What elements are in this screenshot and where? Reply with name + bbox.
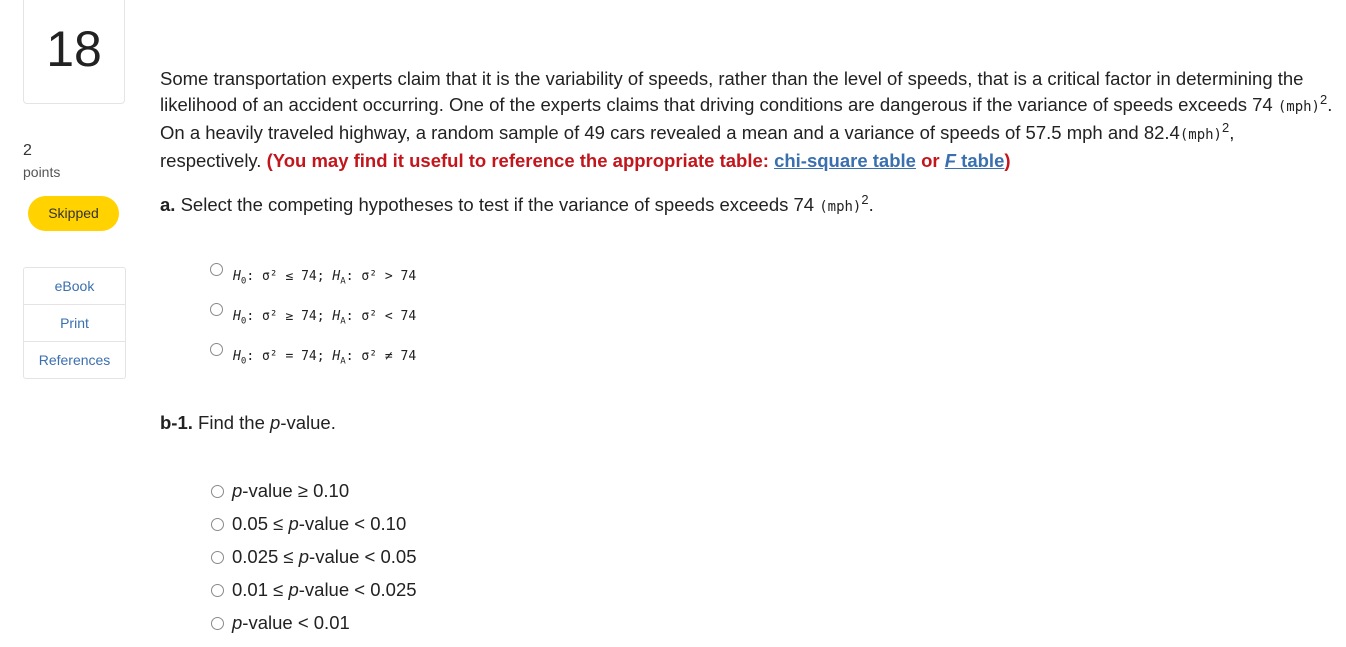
p-value-option-1[interactable] [211, 479, 349, 503]
p-value-option-text: 0.01 ≤ p-value < 0.025 [232, 579, 417, 600]
p-value-option-text: p-value ≥ 0.10 [232, 480, 350, 501]
chi-square-table-link[interactable]: chi-square table [774, 150, 916, 171]
radio-button[interactable] [211, 551, 224, 564]
reference-note-or: or [915, 150, 945, 171]
part-a-end: . [868, 194, 874, 215]
ebook-link[interactable]: eBook [54, 278, 95, 294]
radio-button[interactable] [211, 518, 224, 531]
ha-expression: σ² > 74 [361, 269, 417, 284]
hypothesis-text: $H_0$: σ² ≤ 74; $H_A$: σ² > 74 [233, 269, 417, 287]
hypothesis-option-1[interactable] [210, 263, 416, 289]
prompt-text-2: . On a heavily traveled highway, a random sample of 49 cars revealed a mean and a variance of speeds of 57.5 mph and 82.4 [160, 94, 1333, 143]
prompt-text-3: , respectively. [160, 122, 1235, 171]
prompt-exp-1: 2 [1320, 91, 1328, 107]
part-b1-prompt [160, 412, 336, 434]
hypothesis-text: $H_0$: σ² = 74; $H_A$: σ² ≠ 74 [233, 349, 417, 367]
part-b1-text-before: Find the [192, 412, 271, 433]
p-value-option-3[interactable] [211, 545, 417, 569]
reference-note-open: (You may find it useful to reference the appropriate table: [266, 150, 775, 171]
part-b1-text-italic: p [270, 412, 281, 433]
prompt-unit-1: (mph) [1277, 99, 1320, 115]
prompt-exp-2: 2 [1222, 119, 1230, 135]
hypothesis-option-2[interactable] [210, 303, 416, 329]
p-value-option-text: 0.025 ≤ p-value < 0.05 [232, 546, 417, 567]
part-b1-text-after: -value. [280, 412, 336, 433]
f-table-link-rest: table [956, 150, 1005, 171]
question-number: 18 [46, 21, 102, 77]
hypothesis-option-3[interactable] [210, 343, 416, 369]
part-a-text: Select the competing hypotheses to test if the variance of speeds exceeds 74 [175, 194, 820, 215]
radio-button[interactable] [211, 584, 224, 597]
ha-expression: σ² < 74 [361, 309, 417, 324]
question-number-card [23, 0, 125, 104]
hypothesis-text: $H_0$: σ² ≥ 74; $H_A$: σ² < 74 [233, 309, 417, 327]
reference-note [267, 150, 1011, 171]
reference-note-close: ) [1004, 150, 1011, 171]
status-badge: Skipped [28, 196, 119, 231]
points-value: 2 [23, 142, 32, 159]
f-table-link-italic: F [944, 150, 957, 171]
question-prompt [160, 66, 1340, 174]
part-a-exp: 2 [861, 191, 869, 207]
h0-expression: σ² ≤ 74; [261, 269, 325, 284]
h0-expression: σ² ≥ 74; [261, 309, 325, 324]
points-label: points [23, 164, 61, 180]
part-a-label: a. [160, 194, 176, 215]
part-a-unit: (mph) [819, 199, 862, 215]
p-value-option-text: 0.05 ≤ p-value < 0.10 [232, 513, 407, 534]
radio-button[interactable] [211, 617, 224, 630]
prompt-unit-2: (mph) [1179, 127, 1222, 143]
tools-panel [23, 267, 126, 379]
print-link[interactable]: Print [24, 304, 125, 341]
p-value-option-5[interactable] [211, 611, 350, 635]
p-value-option-2[interactable] [211, 512, 406, 536]
radio-button[interactable] [210, 303, 223, 316]
p-value-option-4[interactable] [211, 578, 417, 602]
part-b1-label: b-1. [160, 412, 193, 433]
p-value-option-text: p-value < 0.01 [232, 612, 350, 633]
part-a-prompt [160, 191, 874, 216]
f-table-link[interactable] [945, 150, 1005, 171]
radio-button[interactable] [211, 485, 224, 498]
h0-expression: σ² = 74; [261, 349, 325, 364]
references-link[interactable]: References [24, 341, 125, 378]
prompt-text-1: Some transportation experts claim that it is the variability of speeds, rather than the level of speeds, that is a critical factor in determining the likelihood of an accident occurring. One of the experts claims that driving conditions are dangerous if the variance of speeds exceeds 74 [160, 68, 1304, 115]
ha-expression: σ² ≠ 74 [361, 349, 417, 364]
radio-button[interactable] [210, 263, 223, 276]
radio-button[interactable] [210, 343, 223, 356]
